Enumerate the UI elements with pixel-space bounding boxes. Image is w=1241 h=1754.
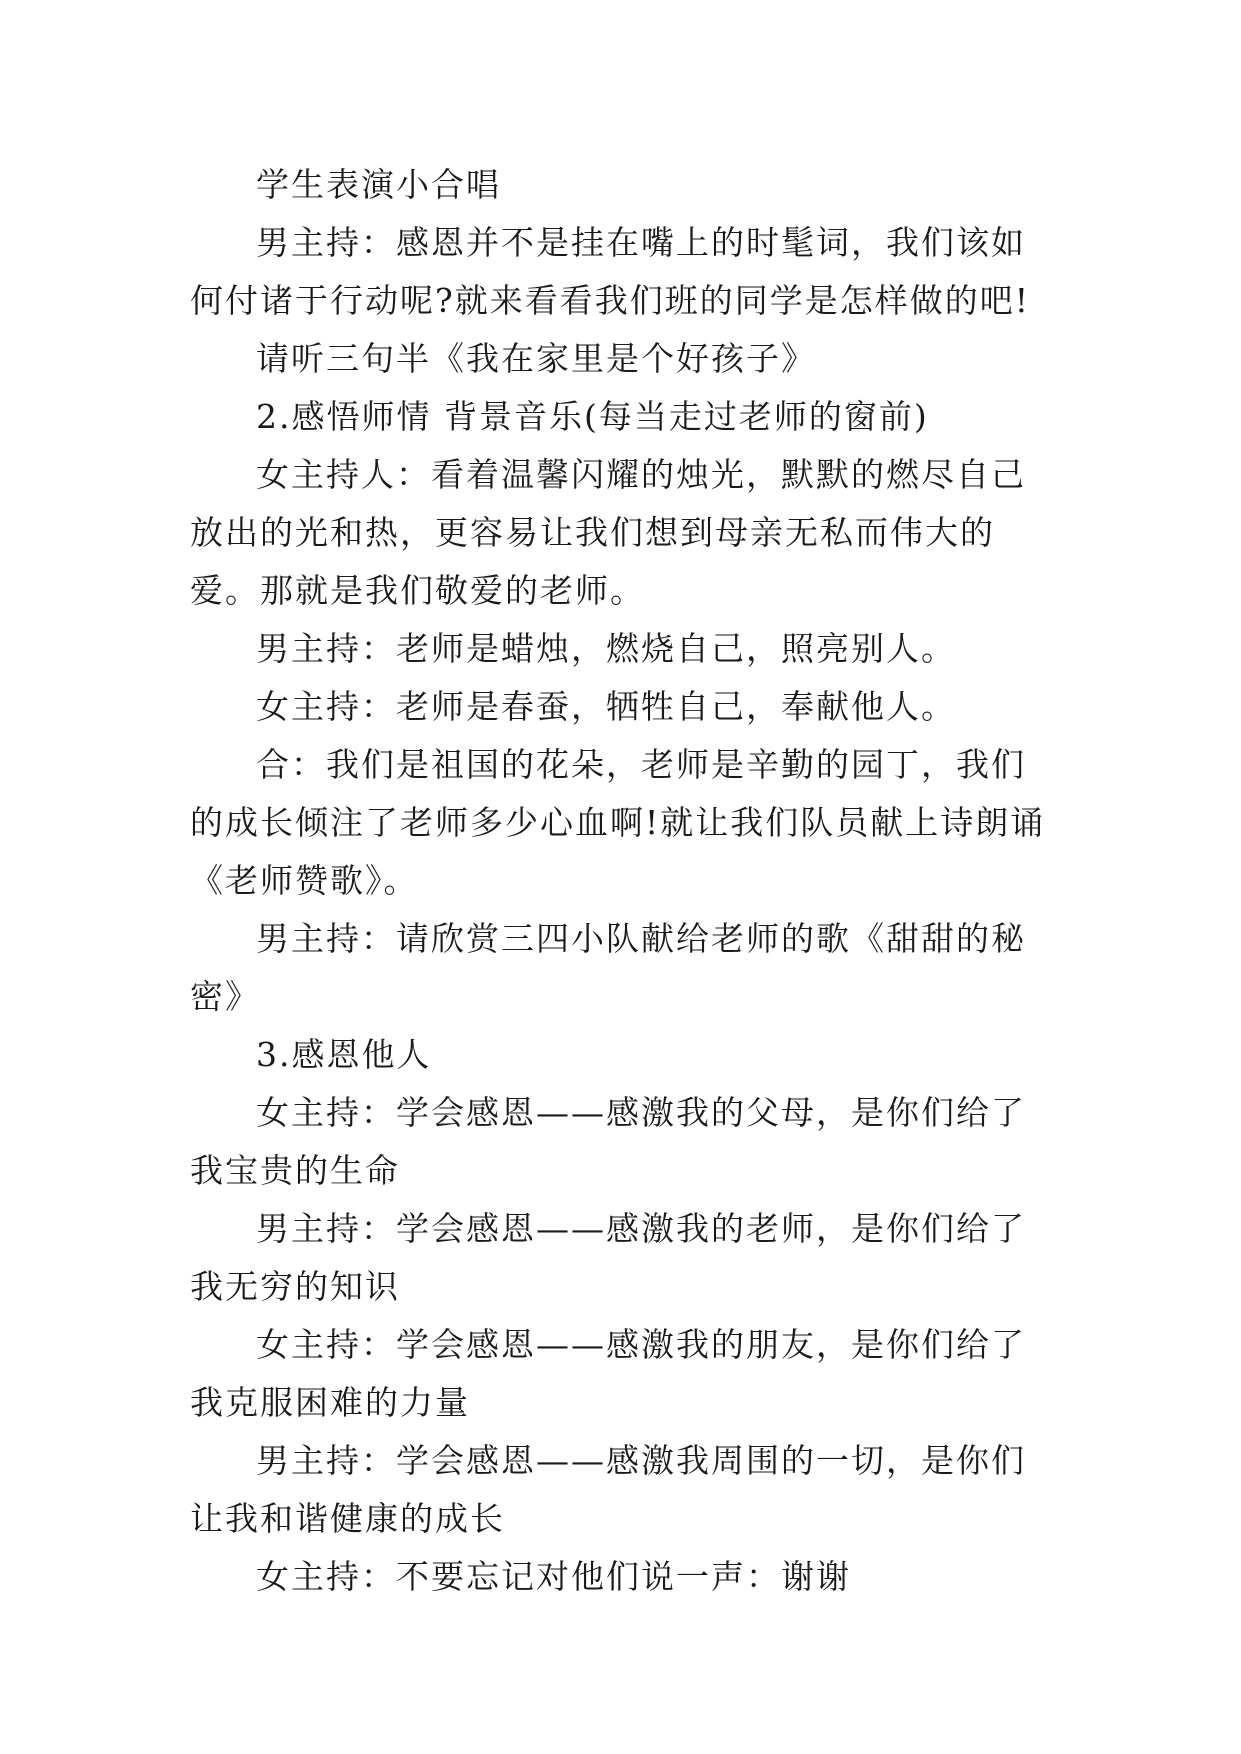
paragraph-male-host-5: 男主持：学会感恩——感激我周围的一切，是你们让我和谐健康的成长 bbox=[190, 1441, 1026, 1538]
section-heading-2: 2.感悟师情 背景音乐(每当走过老师的窗前) bbox=[256, 397, 929, 436]
paragraph-male-host-2: 男主持：老师是蜡烛，燃烧自己，照亮别人。 bbox=[256, 629, 956, 668]
paragraph-together: 合：我们是祖国的花朵，老师是辛勤的园丁，我们的成长倾注了老师多少心血啊!就让我们队员献上诗朗诵《老师赞歌》。 bbox=[190, 745, 1046, 900]
paragraph-female-host-3: 女主持：学会感恩——感激我的父母，是你们给了我宝贵的生命 bbox=[190, 1093, 1026, 1190]
section-heading-3: 3.感恩他人 bbox=[256, 1035, 432, 1074]
paragraph-male-host-1: 男主持：感恩并不是挂在嘴上的时髦词，我们该如何付诸于行动呢?就来看看我们班的同学是怎样做的吧! bbox=[190, 223, 1030, 320]
document-body bbox=[190, 156, 1060, 1606]
paragraph-sketch-intro: 请听三句半《我在家里是个好孩子》 bbox=[256, 339, 816, 378]
paragraph-female-host-5: 女主持：不要忘记对他们说一声：谢谢 bbox=[256, 1557, 851, 1596]
paragraph-female-host-4: 女主持：学会感恩——感激我的朋友，是你们给了我克服困难的力量 bbox=[190, 1325, 1026, 1422]
paragraph-male-host-3: 男主持：请欣赏三四小队献给老师的歌《甜甜的秘密》 bbox=[190, 919, 1026, 1016]
paragraph-student-chorus: 学生表演小合唱 bbox=[256, 165, 501, 204]
paragraph-female-host-2: 女主持：老师是春蚕，牺牲自己，奉献他人。 bbox=[256, 687, 956, 726]
paragraph-male-host-4: 男主持：学会感恩——感激我的老师，是你们给了我无穷的知识 bbox=[190, 1209, 1026, 1306]
paragraph-female-host-1: 女主持人：看着温馨闪耀的烛光，默默的燃尽自己放出的光和热，更容易让我们想到母亲无私而伟大的爱。那就是我们敬爱的老师。 bbox=[190, 455, 1026, 610]
